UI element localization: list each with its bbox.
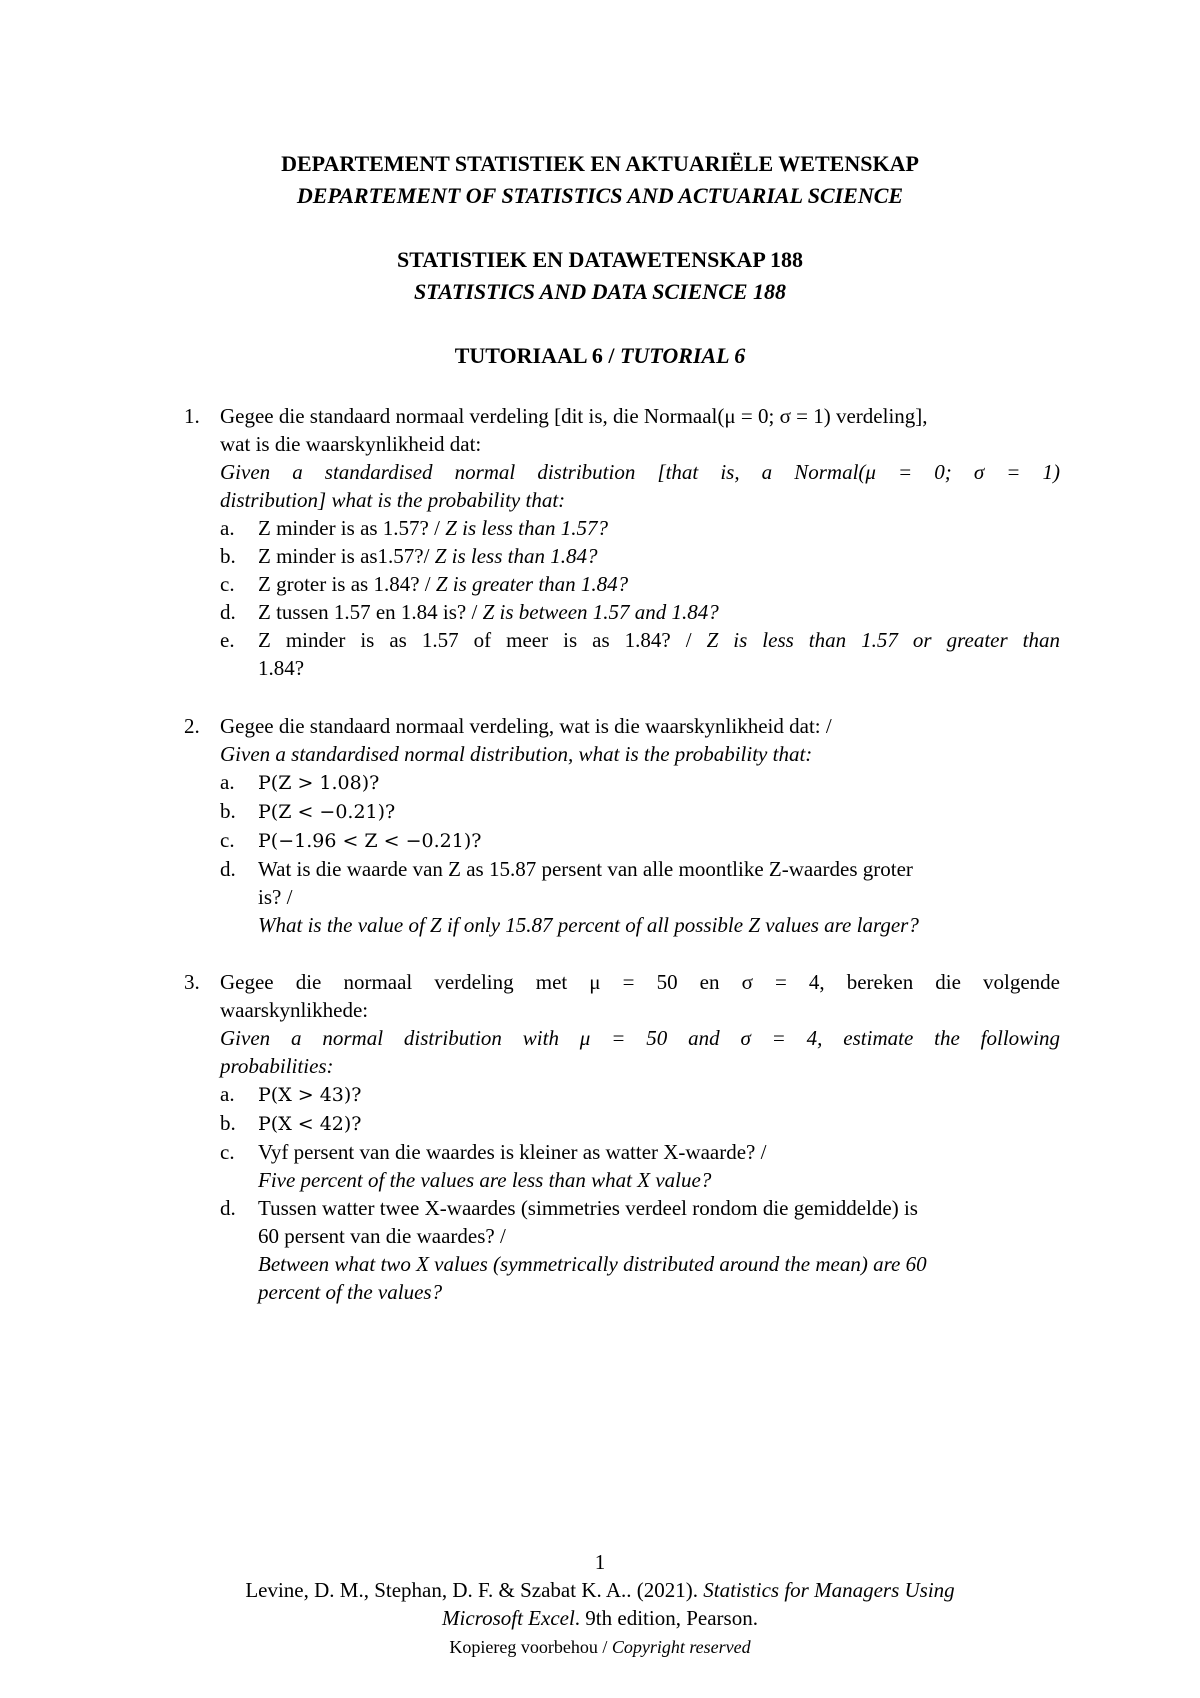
item-text-en: Z is less than 1.57?	[445, 516, 608, 540]
item-label: b.	[220, 1111, 236, 1135]
item-text-en-line1: Between what two X values (symmetrically distributed around the mean) are 60	[258, 1252, 927, 1276]
question-1-item-c	[220, 570, 1060, 598]
question-3-item-d	[220, 1194, 1060, 1306]
copyright-afrikaans: Kopiereg voorbehou /	[449, 1637, 612, 1657]
reference-edition: . 9th edition, Pearson.	[574, 1606, 758, 1630]
item-label: d.	[220, 600, 236, 624]
copyright-english: Copyright reserved	[611, 1637, 751, 1657]
question-1-item-a	[220, 514, 1060, 542]
item-text-continuation: 1.84?	[258, 656, 305, 680]
item-text-en: Five percent of the values are less than what X value?	[258, 1168, 712, 1192]
item-formula: P(Z > 1.08)?	[258, 772, 380, 794]
question-2-item-b	[220, 797, 1060, 826]
question-1	[184, 402, 1060, 682]
item-text-en: Z is less than 1.57 or greater than	[706, 628, 1060, 652]
tutorial-title-afrikaans: TUTORIAAL 6 /	[454, 343, 620, 368]
item-text-en-line2: percent of the values?	[258, 1280, 443, 1304]
tutorial-title-english: TUTORIAL 6	[619, 343, 746, 368]
item-formula: P(−1.96 < Z < −0.21)?	[258, 830, 482, 852]
question-3-number: 3.	[184, 970, 200, 994]
item-label: a.	[220, 770, 235, 794]
item-text-af-line1: Tussen watter twee X-waardes (simmetries verdeel rondom die gemiddelde) is	[258, 1196, 918, 1220]
question-3	[184, 968, 1060, 1306]
question-1-item-b	[220, 542, 1060, 570]
item-text-af: Z minder is as 1.57 of meer is as 1.84? /	[258, 628, 707, 652]
question-3-item-b	[220, 1109, 1060, 1138]
item-text-af: Z minder is as1.57?/	[258, 544, 435, 568]
question-2	[184, 712, 1060, 939]
item-text-af: Z tussen 1.57 en 1.84 is? /	[258, 600, 483, 624]
question-3-intro-af-line1: Gegee die normaal verdeling met μ = 50 en σ = 4, bereken die volgende	[220, 970, 1060, 994]
course-title-afrikaans: STATISTIEK EN DATAWETENSKAP 188	[396, 247, 804, 272]
question-3-intro-af-line2: waarskynlikhede:	[220, 998, 369, 1022]
department-title-afrikaans: DEPARTEMENT STATISTIEK EN AKTUARIËLE WETENSKAP	[281, 151, 919, 176]
question-1-intro-en-line2: distribution] what is the probability that:	[220, 488, 566, 512]
question-2-item-d	[220, 855, 1060, 939]
item-label: d.	[220, 1196, 236, 1220]
item-label: c.	[220, 1140, 235, 1164]
item-formula: P(X > 43)?	[258, 1084, 362, 1106]
question-3-intro-en-line2: probabilities:	[220, 1054, 334, 1078]
question-1-item-e	[220, 626, 1060, 682]
question-2-intro-af: Gegee die standaard normaal verdeling, wat is die waarskynlikheid dat: /	[220, 714, 832, 738]
item-label: b.	[220, 799, 236, 823]
item-label: d.	[220, 857, 236, 881]
item-text-af: Vyf persent van die waardes is kleiner as watter X-waarde? /	[258, 1140, 767, 1164]
item-label: a.	[220, 516, 235, 540]
item-text-af-line1: Wat is die waarde van Z as 15.87 persent van alle moontlike Z-waardes groter	[258, 857, 913, 881]
question-2-item-a	[220, 768, 1060, 797]
copyright-notice	[0, 1632, 1200, 1661]
item-text-en: Z is between 1.57 and 1.84?	[482, 600, 719, 624]
course-title-english: STATISTICS AND DATA SCIENCE 188	[413, 279, 787, 304]
item-text-af: Z groter is as 1.84? /	[258, 572, 436, 596]
question-3-item-c	[220, 1138, 1060, 1194]
reference-line-1	[0, 1576, 1200, 1604]
tutorial-title	[0, 340, 1200, 372]
question-1-number: 1.	[184, 404, 200, 428]
item-label: b.	[220, 544, 236, 568]
item-formula: P(Z < −0.21)?	[258, 801, 396, 823]
reference-line-2	[0, 1604, 1200, 1632]
question-1-intro-af-line1: Gegee die standaard normaal verdeling [dit is, die Normaal(μ = 0; σ = 1) verdeling],	[220, 404, 928, 428]
item-label: c.	[220, 572, 235, 596]
page-number: 1	[594, 1550, 606, 1574]
item-text-af-line2: 60 persent van die waardes? /	[258, 1224, 506, 1248]
question-1-intro-en-line1: Given a standardised normal distribution [that is, a Normal(μ = 0; σ = 1)	[220, 460, 1060, 484]
question-2-number: 2.	[184, 714, 200, 738]
item-formula: P(X < 42)?	[258, 1113, 362, 1135]
reference-title-part1: Statistics for Managers Using	[703, 1578, 955, 1602]
item-text-en: Z is less than 1.84?	[434, 544, 598, 568]
item-label: a.	[220, 1082, 235, 1106]
question-1-intro-af-line2: wat is die waarskynlikheid dat:	[220, 432, 482, 456]
question-2-item-c	[220, 826, 1060, 855]
question-2-intro-en: Given a standardised normal distribution, what is the probability that:	[220, 742, 813, 766]
item-text-af-line2: is? /	[258, 885, 293, 909]
reference-authors: Levine, D. M., Stephan, D. F. & Szabat K. A.. (2021).	[245, 1578, 704, 1602]
item-text-en: Z is greater than 1.84?	[435, 572, 629, 596]
department-title-english: DEPARTEMENT OF STATISTICS AND ACTUARIAL SCIENCE	[296, 183, 904, 208]
item-label: c.	[220, 828, 235, 852]
question-3-intro-en-line1: Given a normal distribution with μ = 50 and σ = 4, estimate the following	[220, 1026, 1060, 1050]
item-text-af: Z minder is as 1.57? /	[258, 516, 446, 540]
question-1-item-d	[220, 598, 1060, 626]
item-text-en: What is the value of Z if only 15.87 percent of all possible Z values are larger?	[258, 913, 919, 937]
reference-title-part2: Microsoft Excel	[442, 1606, 575, 1630]
question-3-item-a	[220, 1080, 1060, 1109]
item-label: e.	[220, 628, 235, 652]
